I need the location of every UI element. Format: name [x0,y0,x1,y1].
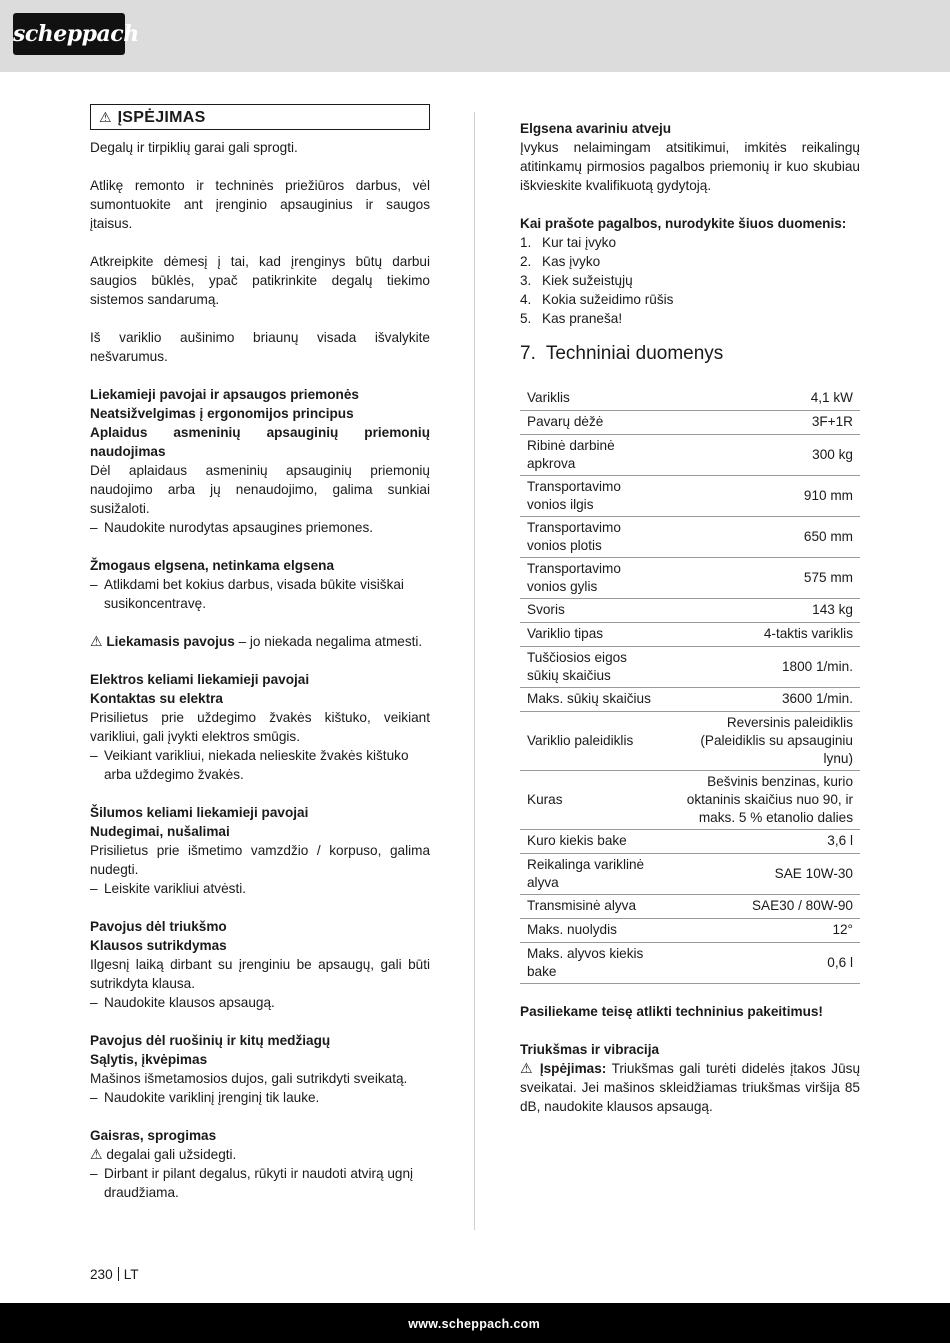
table-row: Variklio tipas 4-taktis variklis [520,622,860,646]
help-list [520,233,860,328]
table-row: Reikalinga variklinė alyva SAE 10W-30 [520,853,860,894]
warning-triangle-icon: ⚠ [99,108,112,125]
dash-item: – Dirbant ir pilant degalus, rūkyti ir naudoti atvirą ugnį draudžiama. [90,1166,414,1200]
dash-bullet: – [90,577,98,592]
scheppach-logo [13,13,139,55]
table-row: Ribinė darbinė apkrova 300 kg [520,434,860,475]
table-row: Svoris 143 kg [520,598,860,622]
dash-item: – Naudokite nurodytas apsaugines priemones. [90,520,374,535]
paragraph: Iš variklio aušinimo briaunų visada išvalykite nešvarumus. [90,330,430,364]
section-heading: Pavojus dėl triukšmo [90,919,227,934]
section-heading: Gaisras, sprogimas [90,1128,217,1143]
section-subheading: Neatsižvelgimas į ergonomijos principus [90,406,354,421]
dash-bullet: – [90,520,98,535]
paragraph: Atlikę remonto ir techninės priežiūros darbus, vėl sumontuokite ant įrenginio apsauginius ir saugos įtaisus. [90,178,430,231]
list-item: 1. Kur tai įvyko [520,235,617,250]
paragraph: Ilgesnį laiką dirbant su įrenginiu be apsaugų, gali būti sutrikdyta klausa. [90,957,430,991]
separator [118,1267,119,1281]
right-column [520,119,860,1116]
table-row: Variklio paleidiklis Reversinis paleidiklis (Paleidiklis su apsauginiu lynu) [520,711,860,770]
website-link[interactable]: www.scheppach.com [408,1317,540,1331]
table-row: Transportavimo vonios plotis 650 mm [520,516,860,557]
section-heading: Kai prašote pagalbos, nurodykite šiuos duomenis: [520,216,847,231]
warning-box [90,104,430,130]
list-item: 5. Kas praneša! [520,311,623,326]
technical-data-table [520,386,860,984]
dash-bullet: – [90,1090,98,1105]
noise-warning: ⚠ Įspėjimas: Triukšmas gali turėti didelės įtakos Jūsų sveikatai. Jei mašinos skleidžiamas triukšmas viršija 85 dB, naudokite klausos apsaugą. [520,1059,860,1114]
section-heading: Žmogaus elgsena, netinkama elgsena [90,558,335,573]
table-row: Variklis 4,1 kW [520,386,860,410]
paragraph: Dėl aplaidaus asmeninių apsauginių priemonių naudojimo arba jų nenaudojimo, galima sunkiai susižaloti. [90,463,430,516]
dash-item: – Atlikdami bet kokius darbus, visada būkite visiškai susikoncentravę. [90,577,404,611]
section-subheading: Aplaidus asmeninių apsauginių priemonių naudojimas [90,425,430,459]
section-heading: Šilumos keliami liekamieji pavojai [90,805,309,820]
section-subheading: Kontaktas su elektra [90,691,223,706]
table-row: Maks. nuolydis 12° [520,918,860,942]
list-item: 3. Kiek sužeistųjų [520,273,633,288]
section-subheading: Nudegimai, nušalimai [90,824,230,839]
warning-title: ĮSPĖJIMAS [117,108,206,126]
table-row: Transportavimo vonios gylis 575 mm [520,557,860,598]
section-heading: Triukšmas ir vibracija [520,1041,660,1057]
table-row: Tuščiosios eigos sūkių skaičius 1800 1/min. [520,646,860,687]
list-item: 2. Kas įvyko [520,254,601,269]
dash-bullet: – [90,995,98,1010]
section-heading: Pavojus dėl ruošinių ir kitų medžiagų [90,1033,331,1048]
table-row: Transmisinė alyva SAE30 / 80W-90 [520,894,860,918]
warning-triangle-icon: ⚠ [90,633,103,649]
top-bar [0,0,950,72]
dash-item: – Leiskite varikliui atvėsti. [90,881,247,896]
table-row: Kuras Bešvinis benzinas, kurio oktaninis skaičius nuo 90, ir maks. 5 % etanolio dalies [520,770,860,829]
table-row: Kuro kiekis bake 3,6 l [520,829,860,853]
dash-bullet: – [90,748,98,763]
section-title: 7. Techniniai duomenys [520,343,724,364]
dash-bullet: – [90,1166,98,1181]
section-heading: Liekamieji pavojai ir apsaugos priemonės [90,387,359,402]
left-column [90,104,430,1202]
page-number: 230 LT [90,1267,139,1282]
section-heading: Elgsena avariniu atveju [520,121,672,136]
dash-item: – Veikiant varikliui, niekada nelieskite žvakės kištuko arba uždegimo žvakės. [90,748,409,782]
paragraph: Prisilietus prie išmetimo vamzdžio / korpuso, galima nudegti. [90,843,430,877]
table-row: Maks. alyvos kiekis bake 0,6 l [520,942,860,983]
column-divider [474,112,475,1230]
paragraph: Prisilietus prie uždegimo žvakės kištuko, veikiant varikliui, gali įvykti elektros smūgis. [90,710,430,744]
fire-warning: ⚠ degalai gali užsidegti. [90,1146,237,1162]
residual-risk-note: ⚠ Liekamasis pavojus – jo niekada negalima atmesti. [90,633,423,649]
section-subheading: Sąlytis, įkvėpimas [90,1052,208,1067]
dash-bullet: – [90,881,98,896]
reserve-note: Pasiliekame teisę atlikti techninius pakeitimus! [520,1003,823,1019]
dash-item: – Naudokite variklinį įrenginį tik lauke. [90,1090,320,1105]
warning-triangle-icon: ⚠ [90,1146,103,1162]
section-subheading: Klausos sutrikdymas [90,938,227,953]
section-heading: Elektros keliami liekamieji pavojai [90,672,310,687]
table-row: Transportavimo vonios ilgis 910 mm [520,475,860,516]
paragraph: Atkreipkite dėmesį į tai, kad įrenginys būtų darbui saugios būklės, ypač patikrinkite degalų tiekimo sistemos sandarumą. [90,254,430,307]
list-item: 4. Kokia sužeidimo rūšis [520,292,674,307]
logo-text: scheppach [13,21,139,47]
table-row: Maks. sūkių skaičius 3600 1/min. [520,687,860,711]
paragraph: Mašinos išmetamosios dujos, gali sutrikdyti sveikatą. [90,1071,408,1086]
table-row: Pavarų dėžė 3F+1R [520,410,860,434]
warning-triangle-icon: ⚠ [520,1059,535,1076]
paragraph: Įvykus nelaimingam atsitikimui, imkitės reikalingų atitinkamų pirmosios pagalbos priemonių ir kuo skubiau iškvieskite kvalifikuotą gydytoją. [520,140,860,193]
bottom-bar [0,1303,950,1343]
dash-item: – Naudokite klausos apsaugą. [90,995,275,1010]
paragraph: Degalų ir tirpiklių garai gali sprogti. [90,140,298,155]
